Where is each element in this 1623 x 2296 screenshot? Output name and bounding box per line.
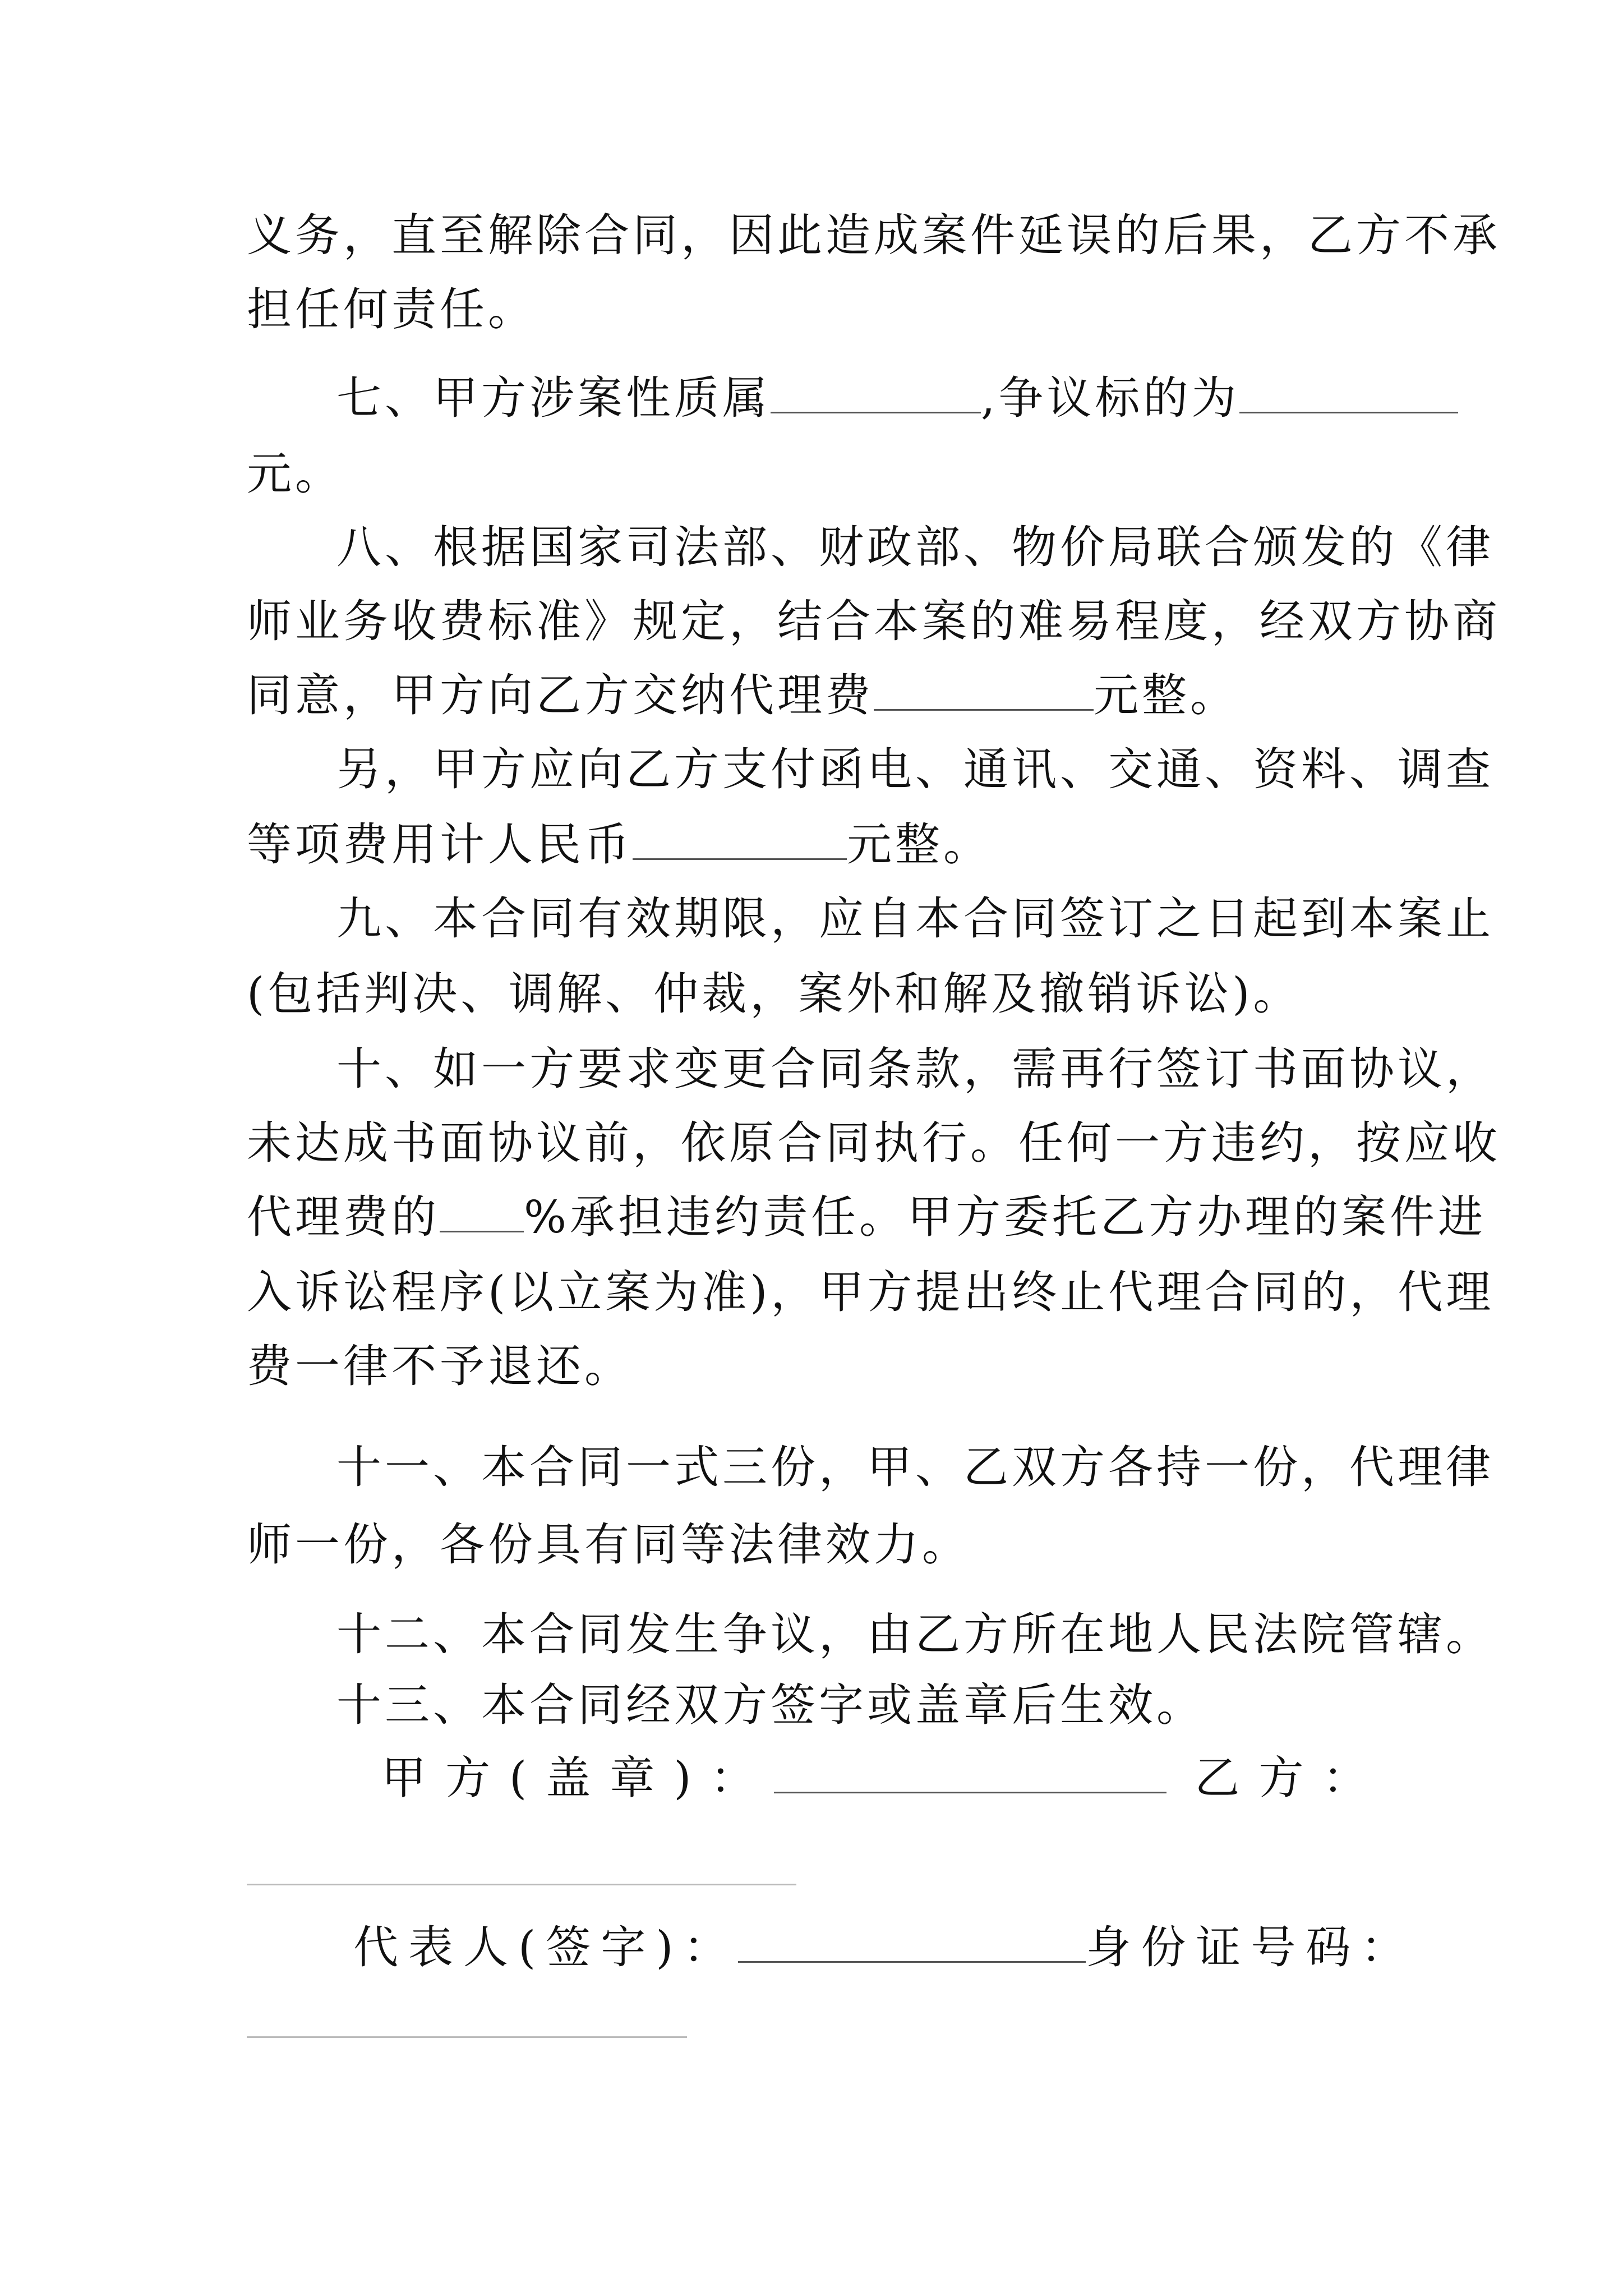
clause-10-penalty-line [247,1189,1487,1245]
text-line: 另，甲方应向乙方支付函电、通讯、交通、资料、调查 [336,743,1494,795]
text-line: 师业务收费标准》规定，结合本案的难易程度，经双方协商 [247,595,1501,647]
text-line: 十一、本合同一式三份，甲、乙双方各持一份，代理律 [336,1441,1494,1493]
text-line: 费一律不予退还。 [247,1340,633,1392]
clause-8-prefix: 同意，甲方向乙方交纳代理费 [247,669,874,721]
clause-7-middle: ,争议标的为 [981,372,1240,424]
text-line: 十二、本合同发生争议，由乙方所在地人民法院管辖。 [336,1608,1494,1660]
penalty-percent-blank [440,1191,524,1232]
text-line: 元。 [247,448,343,500]
text-line: 担任何责任。 [247,283,536,335]
clause-7-prefix: 七、甲方涉案性质属 [336,372,771,424]
party-b-label: 乙方： [1195,1752,1387,1804]
party-a-label: 甲方(盖章)： [381,1752,774,1804]
extra-fee-suffix: 元整。 [847,818,992,871]
representative-blank [738,1922,1086,1963]
agency-fee-blank [874,670,1094,711]
text-line: 八、根据国家司法部、财政部、物价局联合颁发的《律 [336,521,1494,573]
extra-fee-prefix: 等项费用计人民币 [247,818,633,871]
id-number-blank [247,2036,687,2038]
representative-label: 代表人(签字)： [353,1921,739,1973]
text-line: 十三、本合同经双方签字或盖章后生效。 [336,1679,1205,1731]
representative-signature-line [353,1920,1416,1976]
text-line: 入诉讼程序(以立案为准)，甲方提出终止代理合同的，代理 [247,1266,1495,1318]
text-line: 义务，直至解除合同，因此造成案件延误的后果，乙方不承 [247,209,1501,261]
dispute-amount-blank [1239,372,1458,413]
clause-7-line [336,370,1385,426]
text-line: (包括判决、调解、仲裁，案外和解及撤销诉讼)。 [247,968,1302,1020]
clause-10-prefix: 代理费的 [247,1191,440,1243]
party-b-signature-blank [247,1884,796,1885]
clause-8-suffix: 元整。 [1094,669,1238,721]
case-nature-blank [771,372,981,413]
clause-8-fee-line [247,668,1385,724]
id-number-label: 身份证号码： [1086,1921,1416,1973]
party-a-signature-line [381,1750,1385,1806]
text-line: 九、本合同有效期限，应自本合同签订之日起到本案止 [336,892,1494,945]
text-line: 十、如一方要求变更合同条款，需再行签订书面协议， [336,1043,1494,1095]
text-line: 未达成书面协议前，依原合同执行。任何一方违约，按应收 [247,1117,1501,1169]
extra-fee-blank [633,819,847,860]
extra-fee-line [247,817,1385,873]
party-a-blank [774,1752,1166,1793]
text-line: 师一份，各份具有同等法律效力。 [247,1519,970,1571]
clause-10-suffix: %承担违约责任。甲方委托乙方办理的案件进 [524,1191,1487,1243]
